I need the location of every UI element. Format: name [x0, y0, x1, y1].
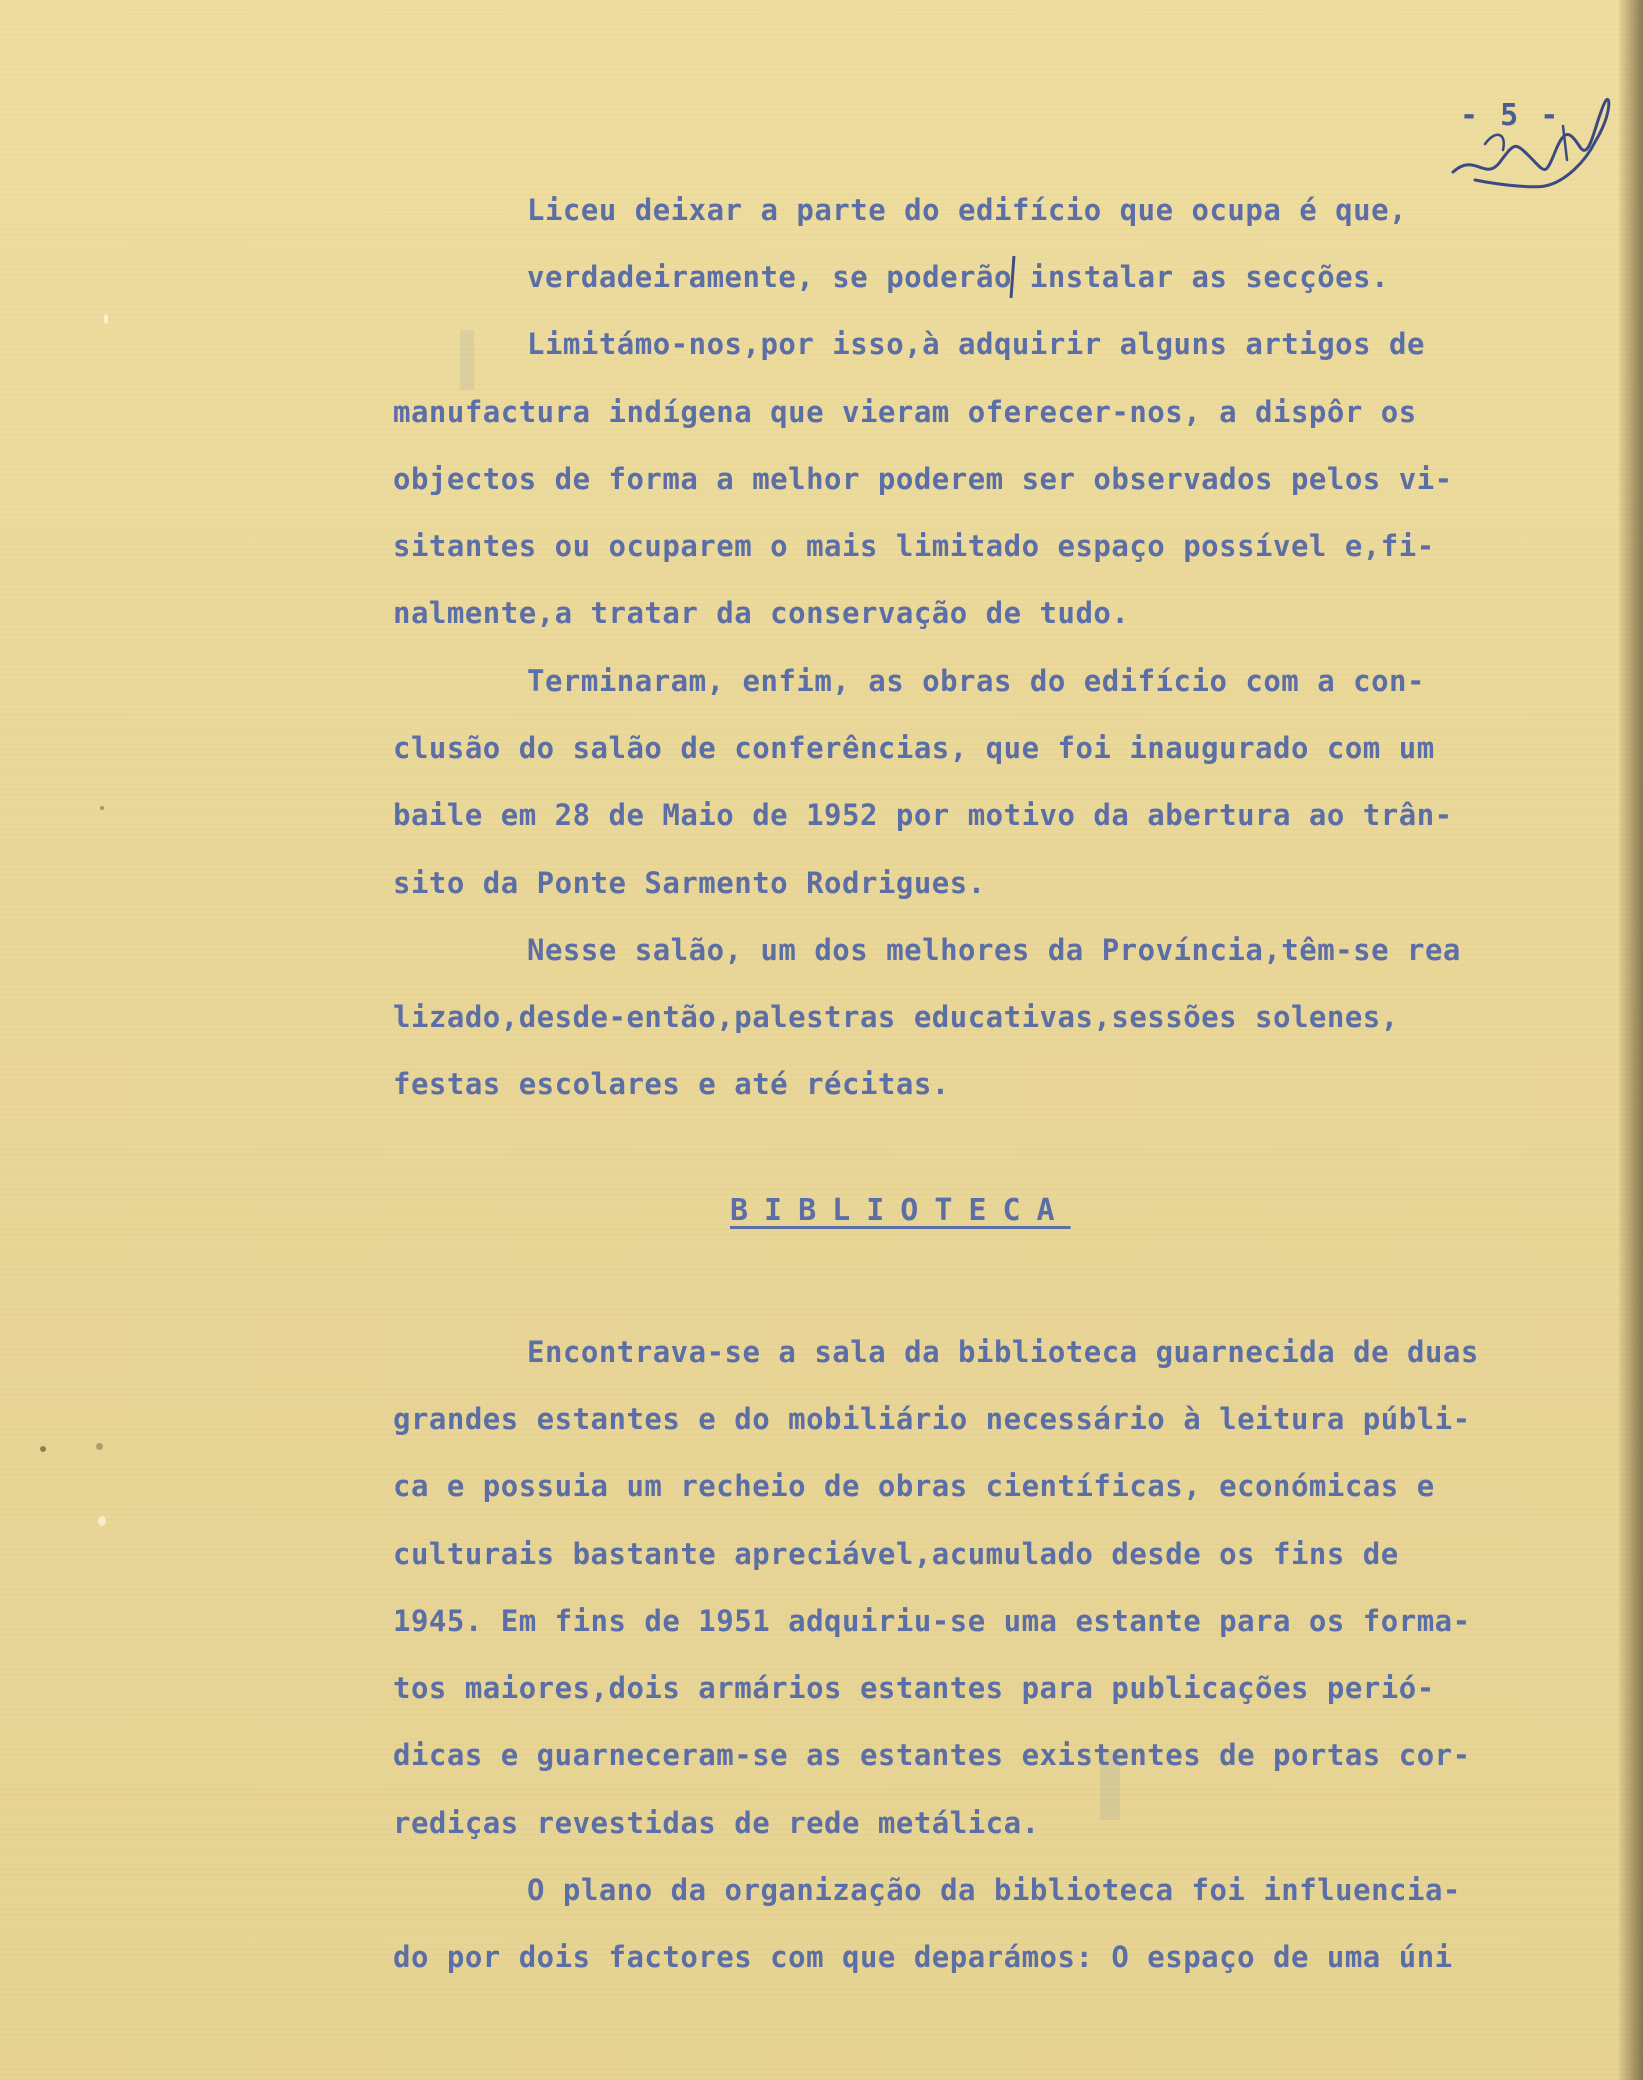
text-line: Encontrava-se a sala da biblioteca guarnecida de duas [527, 1335, 1479, 1369]
page-number: - 5 - [1460, 98, 1561, 133]
paper-speck [100, 806, 104, 810]
text-line: do por dois factores com que deparámos: O espaço de uma úni [393, 1940, 1453, 1974]
text-line: ca e possuia um recheio de obras científicas, económicas e [393, 1469, 1435, 1503]
text-line: Terminaram, enfim, as obras do edifício com a con- [527, 664, 1425, 698]
text-line: clusão do salão de conferências, que foi inaugurado com um [393, 731, 1435, 765]
handwritten-signature [1445, 82, 1620, 192]
text-line: sitantes ou ocuparem o mais limitado espaço possível e,fi- [393, 529, 1435, 563]
text-line: baile em 28 de Maio de 1952 por motivo da abertura ao trân- [393, 798, 1453, 832]
text-line: rediças revestidas de rede metálica. [393, 1806, 1040, 1840]
text-line: sito da Ponte Sarmento Rodrigues. [393, 866, 986, 900]
text-line: dicas e guarneceram-se as estantes existentes de portas cor- [393, 1738, 1471, 1772]
text-line: O plano da organização da biblioteca foi influencia- [527, 1873, 1461, 1907]
text-line: objectos de forma a melhor poderem ser observados pelos vi- [393, 462, 1453, 496]
text-line: manufactura indígena que vieram oferecer-nos, a dispôr os [393, 395, 1417, 429]
text-line: verdadeiramente, se poderão instalar as secções. [527, 260, 1390, 294]
text-line: culturais bastante apreciável,acumulado desde os fins de [393, 1537, 1399, 1571]
text-line: festas escolares e até récitas. [393, 1067, 950, 1101]
paper-edge-shadow [1619, 0, 1643, 2080]
text-line: Liceu deixar a parte do edifício que ocupa é que, [527, 193, 1408, 227]
text-line: Nesse salão, um dos melhores da Província,têm-se rea [527, 933, 1461, 967]
text-line: Limitámo-nos,por isso,à adquirir alguns artigos de [527, 327, 1425, 361]
paper-speck [104, 314, 108, 324]
paper-speck [98, 1516, 106, 1526]
text-line: tos maiores,dois armários estantes para publicações perió- [393, 1671, 1435, 1705]
text-line: nalmente,a tratar da conservação de tudo. [393, 596, 1130, 630]
paper-speck [40, 1446, 46, 1452]
text-line: 1945. Em fins de 1951 adquiriu-se uma estante para os forma- [393, 1604, 1471, 1638]
text-line: grandes estantes e do mobiliário necessário à leitura públi- [393, 1402, 1471, 1436]
show-through-mark [460, 330, 474, 390]
section-heading: BIBLIOTECA [730, 1193, 1071, 1228]
text-line: lizado,desde-então,palestras educativas,sessões solenes, [393, 1000, 1399, 1034]
paper-speck [96, 1443, 103, 1450]
